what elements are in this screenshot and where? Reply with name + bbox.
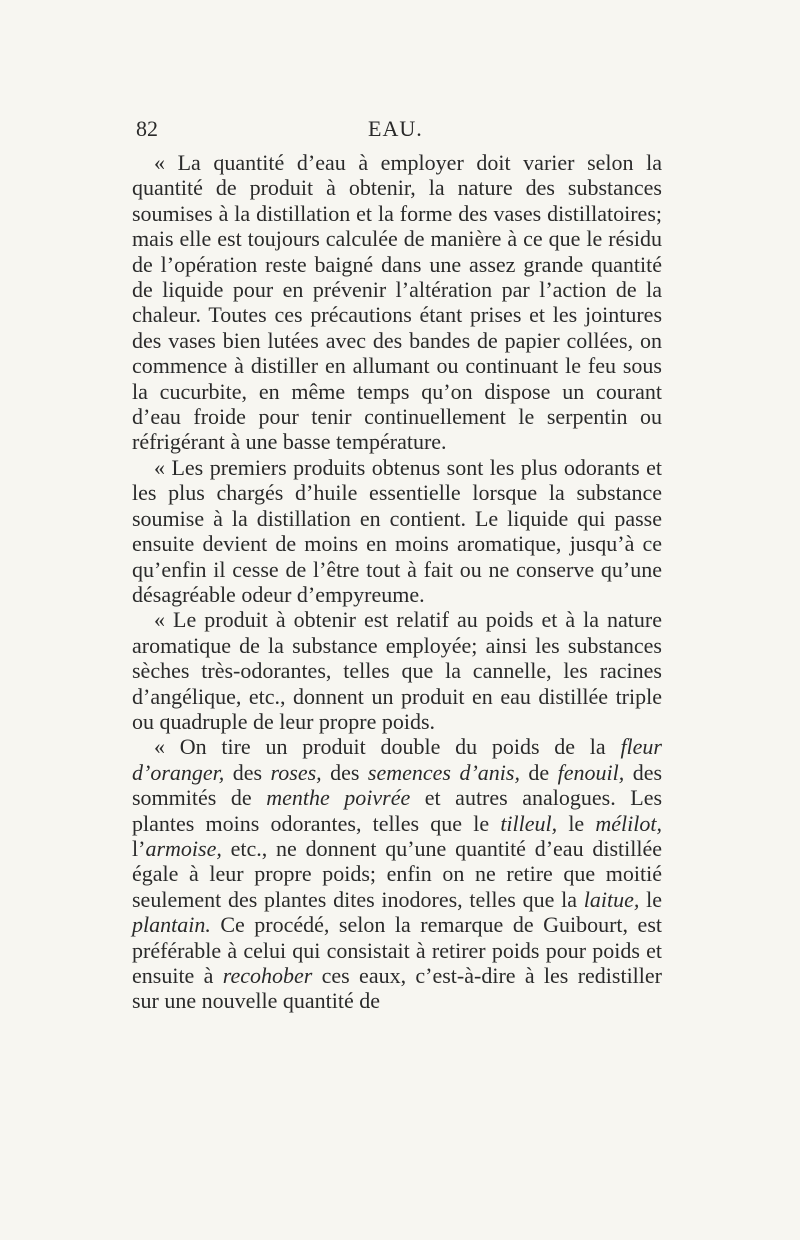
paragraph — [132, 607, 662, 734]
italic-term: plantain. — [132, 912, 211, 938]
paragraph — [132, 150, 662, 455]
text-run: « Les premiers produits obtenus sont les plus odorants et les plus chargés d’huile essentielle lorsque la substance soumise à la distillation en contient. Le liquide qui passe ensuite devient de moins en moins aromatique, jusqu’à ce qu’enfin il cesse de l’être tout à fait ou ne conserve qu’une désagréable odeur d’empyreume. — [132, 454, 662, 607]
italic-term: recohober — [222, 963, 313, 988]
text-run: etc., ne donnent qu’une quantité d’eau distillée égale à leur propre poids; enfin on ne retire que moitié seulement des plantes dites inodores, telles que la — [132, 835, 662, 912]
text-run: « Le produit à obtenir est relatif au poids et à la nature aromatique de la substance employée; ainsi les substances sèches très-odorantes, telles que la cannelle, les racines d’angélique, etc., donnent un produit en eau distillée triple ou quadruple de leur propre poids. — [132, 607, 662, 734]
page-header — [132, 112, 662, 148]
paragraph — [132, 734, 662, 1013]
italic-term: fleur d’oranger, — [132, 734, 662, 785]
text-run: « On tire un produit double du poids de la — [154, 734, 621, 760]
italic-term: menthe poivrée — [266, 785, 411, 811]
page-number: 82 — [136, 116, 158, 141]
text-run: des sommités de — [132, 759, 663, 811]
text-run: « La quantité d’eau à employer doit varier selon la quantité de produit à obtenir, la nature des substances soumises à la distillation et la forme des vases distillatoires; mais elle est toujours calculée de manière à ce que le résidu de l’opération reste baigné dans une assez grande quantité de liquide pour en prévenir l’altération par l’action de la chaleur. Toutes ces précautions étant prises et les jointures des vases bien lutées avec des bandes de papier collées, on commence à distiller en allumant ou continuant le feu sous la cucurbite, en même temps qu’on dispose un courant d’eau froide pour tenir continuellement le serpentin ou réfrigérant à une basse température. — [132, 150, 662, 455]
italic-term: mélilot, — [595, 810, 662, 836]
text-run: ces eaux, c’est-à-dire à les redistiller sur une nouvelle quantité de — [132, 963, 662, 1014]
italic-term: fenouil, — [557, 759, 625, 785]
text-run: et autres analogues. Les plantes moins odorantes, telles que le — [132, 785, 663, 836]
text-run: le — [639, 886, 662, 912]
italic-term: armoise, — [145, 835, 222, 861]
text-run: Ce procédé, selon la remarque de Guibourt, est préférable à celui qui consistait à retirer poids pour poids et ensuite à — [132, 912, 662, 988]
text-run: de — [519, 759, 558, 785]
text-run: des — [321, 759, 368, 785]
body-text — [132, 150, 662, 1014]
text-run: des — [224, 759, 271, 785]
italic-term: semences d’anis, — [367, 759, 520, 785]
text-run: le — [557, 810, 596, 836]
running-title: EAU. — [368, 116, 423, 141]
paragraph — [132, 455, 662, 607]
italic-term: roses, — [270, 759, 322, 785]
italic-term: tilleul, — [500, 810, 558, 836]
italic-term: laitue, — [583, 886, 640, 912]
text-run: l’ — [132, 835, 146, 861]
